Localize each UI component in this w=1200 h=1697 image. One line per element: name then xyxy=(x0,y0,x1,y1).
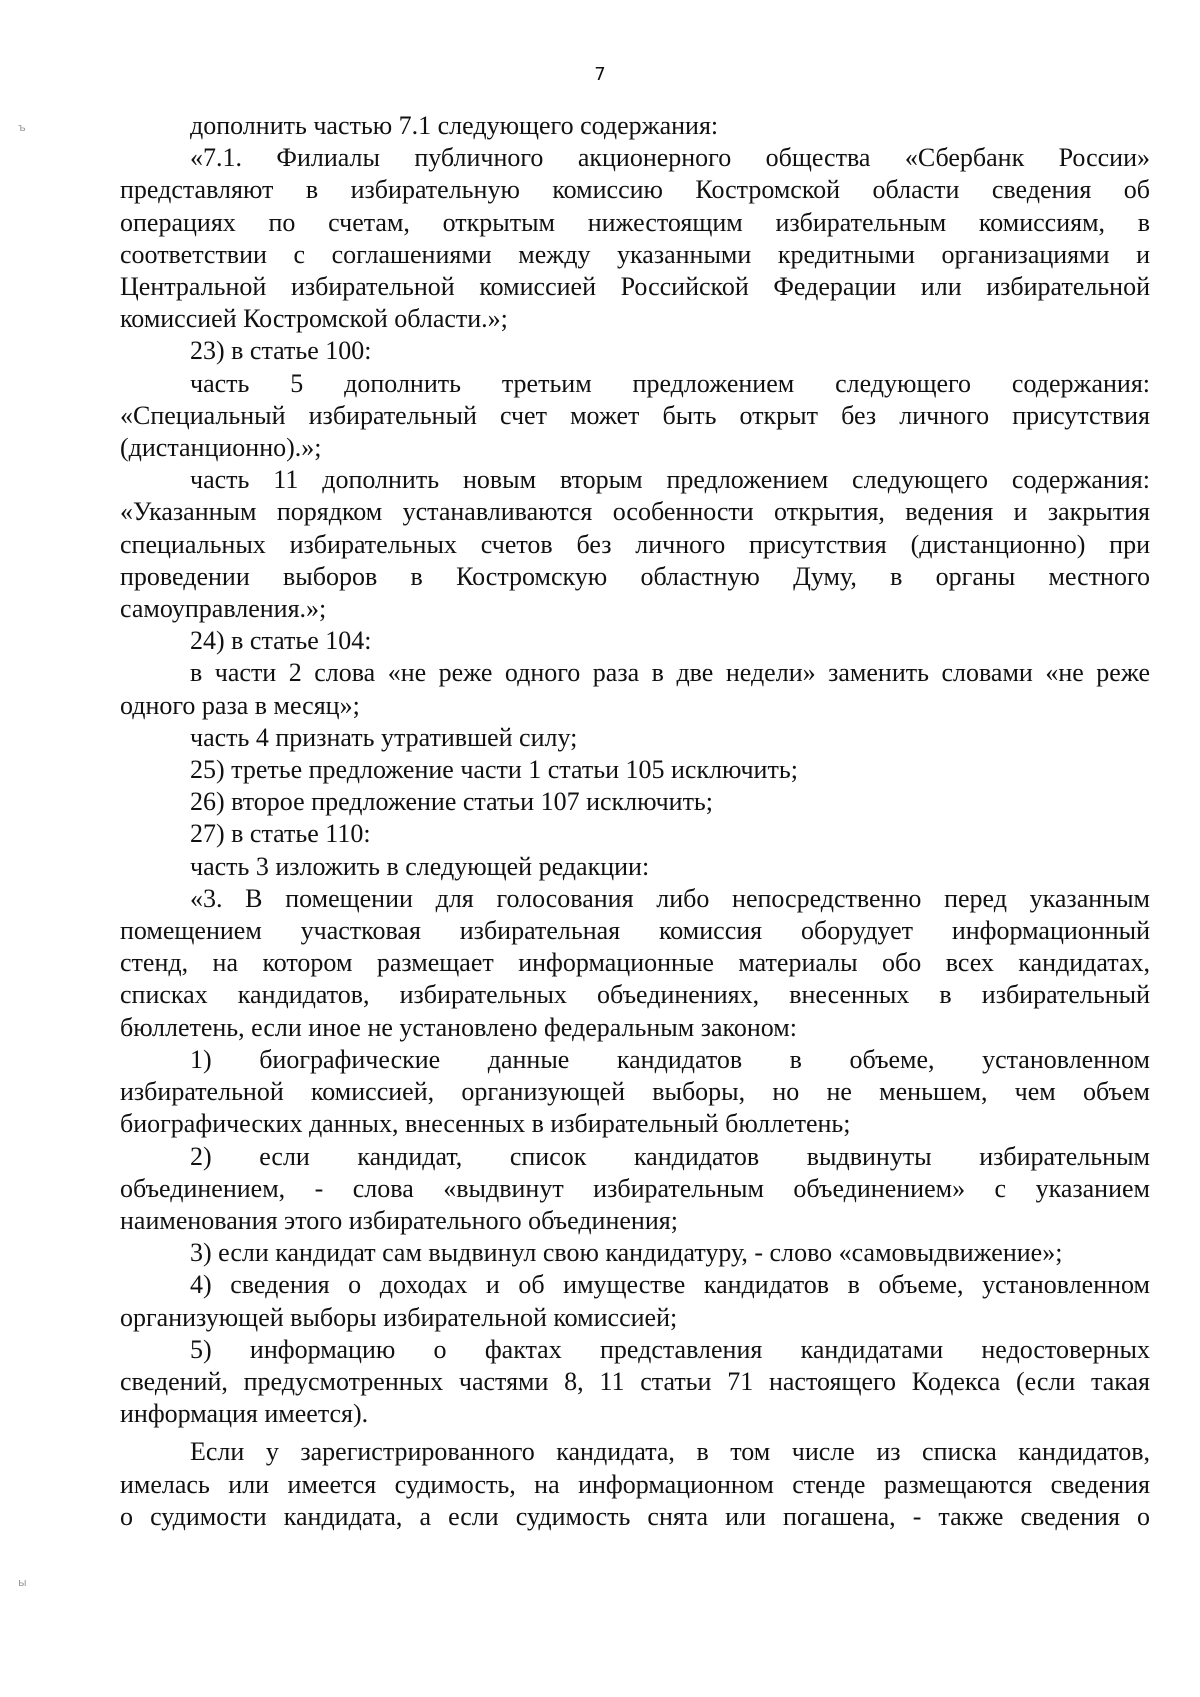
text-line: о судимости кандидата, а если судимость снята или погашена, - также сведения о xyxy=(120,1501,1150,1531)
text-line: операциях по счетам, открытым нижестоящим избирательным комиссиям, в xyxy=(120,207,1150,237)
text-line: «7.1. Филиалы публичного акционерного общества «Сбербанк России» xyxy=(190,143,1150,173)
paragraph xyxy=(120,851,1150,883)
text-line: «3. В помещении для голосования либо непосредственно перед указанным xyxy=(190,883,1150,913)
text-line: «Специальный избирательный счет может быть открыт без личного присутствия xyxy=(120,400,1150,430)
text-line: 5) информацию о фактах представления кандидатами недостоверных xyxy=(190,1334,1150,1364)
text-line: часть 3 изложить в следующей редакции: xyxy=(190,851,650,881)
text-line: объединением, - слова «выдвинут избирательным объединением» с указанием xyxy=(120,1173,1150,1203)
paragraph xyxy=(120,142,1150,335)
text-line: в части 2 слова «не реже одного раза в две недели» заменить словами «не реже xyxy=(190,658,1150,688)
text-line: наименования этого избирательного объединения; xyxy=(120,1205,678,1235)
scan-artifact-mark: ъ xyxy=(18,121,26,134)
text-line: специальных избирательных счетов без личного присутствия (дистанционно) при xyxy=(120,529,1150,559)
text-line: имелась или имеется судимость, на информационном стенде размещаются сведения xyxy=(120,1469,1150,1499)
paragraph xyxy=(120,818,1150,850)
paragraph xyxy=(120,657,1150,721)
scan-artifact-mark: ы xyxy=(18,1576,27,1589)
paragraph xyxy=(120,625,1150,657)
text-line: помещением участковая избирательная комиссия оборудует информационный xyxy=(120,916,1150,946)
paragraph xyxy=(120,722,1150,754)
page-number: 7 xyxy=(594,64,606,85)
paragraph xyxy=(120,1334,1150,1431)
text-line: сведений, предусмотренных частями 8, 11 статьи 71 настоящего Кодекса (если такая xyxy=(120,1366,1150,1396)
paragraph xyxy=(120,1044,1150,1141)
text-line: списках кандидатов, избирательных объединениях, внесенных в избирательный xyxy=(120,980,1150,1010)
text-line: часть 11 дополнить новым вторым предложением следующего содержания: xyxy=(190,465,1150,495)
text-line: дополнить частью 7.1 следующего содержания: xyxy=(190,111,719,140)
paragraph xyxy=(120,786,1150,818)
text-line: самоуправления.»; xyxy=(120,594,327,624)
text-line: одного раза в месяц»; xyxy=(120,690,360,720)
text-line: проведении выборов в Костромскую областную Думу, в органы местного xyxy=(120,561,1150,591)
paragraph xyxy=(120,464,1150,625)
text-line: биографических данных, внесенных в избирательный бюллетень; xyxy=(120,1109,851,1139)
text-line: представляют в избирательную комиссию Костромской области сведения об xyxy=(120,175,1150,205)
paragraph xyxy=(120,1269,1150,1333)
text-line: комиссией Костромской области.»; xyxy=(120,304,508,334)
text-line: 23) в статье 100: xyxy=(190,336,372,366)
text-line: 25) третье предложение части 1 статьи 105 исключить; xyxy=(190,755,798,785)
text-line: 2) если кандидат, список кандидатов выдвинуты избирательным xyxy=(190,1141,1150,1171)
paragraph xyxy=(120,754,1150,786)
text-line: стенд, на котором размещает информационные материалы обо всех кандидатах, xyxy=(120,948,1150,978)
text-line: соответствии с соглашениями между указанными кредитными организациями и xyxy=(120,239,1150,269)
paragraph xyxy=(120,335,1150,367)
text-line: 3) если кандидат сам выдвинул свою кандидатуру, - слово «самовыдвижение»; xyxy=(190,1238,1063,1268)
text-line: 24) в статье 104: xyxy=(190,626,372,656)
document-body xyxy=(120,110,1150,1533)
text-line: информация имеется). xyxy=(120,1399,369,1429)
text-line: организующей выборы избирательной комиссией; xyxy=(120,1302,678,1332)
paragraph xyxy=(120,110,1150,142)
text-line: часть 4 признать утратившей силу; xyxy=(190,722,578,752)
paragraph xyxy=(120,1141,1150,1238)
text-line: часть 5 дополнить третьим предложением следующего содержания: xyxy=(190,368,1150,398)
paragraph xyxy=(120,1436,1150,1533)
text-line: бюллетень, если иное не установлено федеральным законом: xyxy=(120,1012,797,1042)
text-line: (дистанционно).»; xyxy=(120,433,322,463)
paragraph xyxy=(120,368,1150,465)
paragraph xyxy=(120,883,1150,1044)
text-line: 26) второе предложение статьи 107 исключить; xyxy=(190,787,714,817)
text-line: 1) биографические данные кандидатов в объеме, установленном xyxy=(190,1044,1150,1074)
text-line: избирательной комиссией, организующей выборы, но не меньшем, чем объем xyxy=(120,1077,1150,1107)
text-line: «Указанным порядком устанавливаются особенности открытия, ведения и закрытия xyxy=(120,497,1150,527)
paragraph xyxy=(120,1237,1150,1269)
text-line: Если у зарегистрированного кандидата, в том числе из списка кандидатов, xyxy=(190,1437,1150,1467)
text-line: Центральной избирательной комиссией Российской Федерации или избирательной xyxy=(120,272,1150,302)
text-line: 27) в статье 110: xyxy=(190,819,371,849)
text-line: 4) сведения о доходах и об имуществе кандидатов в объеме, установленном xyxy=(190,1270,1150,1300)
